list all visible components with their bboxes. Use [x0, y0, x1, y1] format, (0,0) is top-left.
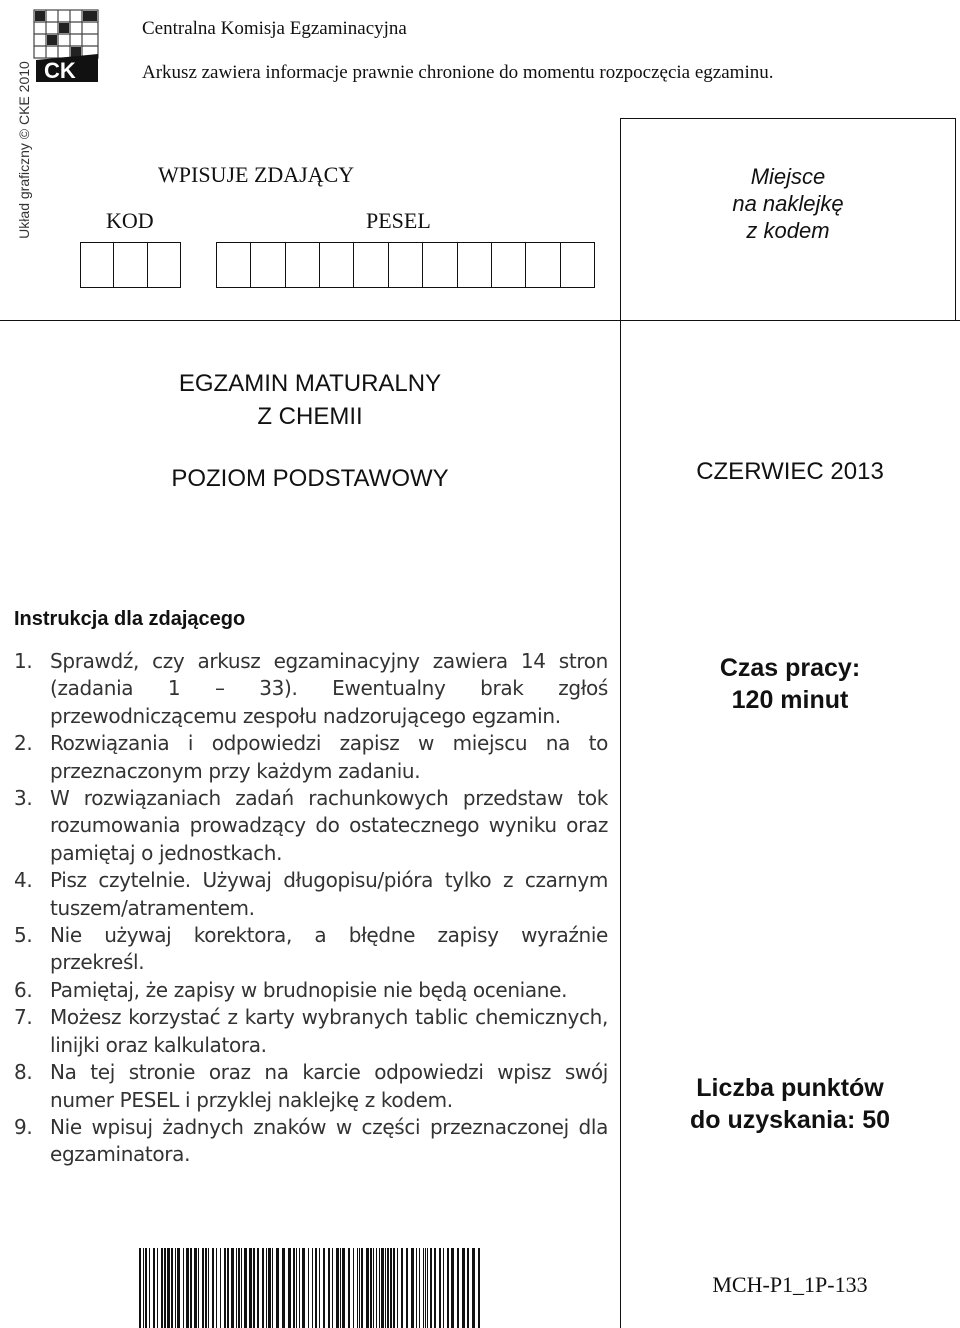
instruction-number: 8. [14, 1060, 33, 1085]
pesel-digit-box[interactable] [286, 243, 320, 287]
organization-name: Centralna Komisja Egzaminacyjna [142, 18, 407, 39]
pesel-digit-box[interactable] [354, 243, 388, 287]
instruction-text: W rozwiązaniach zadań rachunkowych przedstaw tok rozumowania prowadzący do ostatecznego wyniku oraz pamiętaj o jednostkach. [50, 786, 608, 865]
confidentiality-notice: Arkusz zawiera informacje prawnie chronione do momentu rozpoczęcia egzaminu. [142, 62, 774, 83]
kod-digit-box[interactable] [148, 243, 180, 287]
work-time-label: Czas pracy: [719, 654, 861, 682]
instruction-item [14, 1059, 608, 1114]
sticker-line: na naklejkę [732, 191, 844, 216]
pesel-digit-box[interactable] [320, 243, 354, 287]
instruction-number: 7. [14, 1005, 33, 1030]
kod-digit-box[interactable] [81, 243, 114, 287]
pesel-digit-box[interactable] [492, 243, 526, 287]
kod-input-boxes[interactable] [80, 242, 181, 288]
instruction-item [14, 922, 608, 977]
instruction-text: Rozwiązania i odpowiedzi zapisz w miejscu na to przeznaczonym przy każdym zadaniu. [50, 731, 608, 783]
instructions-list [14, 648, 608, 1169]
exam-title-line1: EGZAMIN MATURALNY [178, 370, 442, 397]
max-points-value: do uzyskania: 50 [689, 1106, 891, 1134]
graphic-layout-copyright: Układ graficzny © CKE 2010 [16, 61, 32, 239]
horizontal-divider [0, 320, 960, 321]
instruction-number: 4. [14, 868, 33, 893]
instruction-number: 3. [14, 786, 33, 811]
sticker-placeholder-text [620, 163, 956, 244]
instruction-number: 5. [14, 923, 33, 948]
max-points [620, 1072, 960, 1136]
entry-section-title: WPISUJE ZDAJĄCY [158, 162, 355, 187]
instruction-item [14, 977, 608, 1004]
instruction-text: Możesz korzystać z karty wybranych tablic chemicznych, linijki oraz kalkulatora. [50, 1005, 608, 1057]
exam-level: POZIOM PODSTAWOWY [171, 465, 449, 492]
barcode-icon [139, 1248, 481, 1328]
work-time [620, 652, 960, 716]
instruction-text: Pamiętaj, że zapisy w brudnopisie nie będą oceniane. [50, 977, 568, 1002]
pesel-digit-box[interactable] [423, 243, 457, 287]
instruction-number: 1. [14, 649, 33, 673]
max-points-label: Liczba punktów [696, 1074, 884, 1102]
pesel-digit-box[interactable] [389, 243, 423, 287]
instruction-item [14, 1004, 608, 1059]
instruction-item [14, 785, 608, 867]
pesel-digit-box[interactable] [526, 243, 560, 287]
exam-sheet-code: MCH-P1_1P-133 [712, 1272, 868, 1297]
instruction-text: Pisz czytelnie. Używaj długopisu/pióra tylko z czarnym tuszem/atramentem. [50, 868, 608, 920]
work-time-value: 120 minut [731, 686, 849, 714]
kod-digit-box[interactable] [114, 243, 147, 287]
pesel-digit-box[interactable] [561, 243, 594, 287]
pesel-digit-box[interactable] [217, 243, 251, 287]
kod-label: KOD [106, 208, 154, 233]
pesel-digit-box[interactable] [458, 243, 492, 287]
cke-logo-icon [32, 8, 100, 84]
instruction-item [14, 867, 608, 922]
instruction-number: 2. [14, 731, 33, 756]
instruction-item [14, 730, 608, 785]
instruction-item [14, 1114, 608, 1169]
pesel-digit-box[interactable] [251, 243, 285, 287]
instruction-number: 9. [14, 1114, 33, 1139]
instruction-text: Sprawdź, czy arkusz egzaminacyjny zawiera 14 stron (zadania 1 – 33). Ewentualny brak zgłoś przewodniczącemu zespołu nadzorującego egzamin. [50, 649, 608, 728]
instructions-title: Instrukcja dla zdającego [14, 608, 246, 630]
instruction-text: Na tej stronie oraz na karcie odpowiedzi wpisz swój numer PESEL i przyklej naklejkę z kodem. [50, 1060, 608, 1112]
exam-date: CZERWIEC 2013 [696, 458, 884, 485]
pesel-input-boxes[interactable] [216, 242, 595, 288]
instruction-item [14, 648, 608, 730]
sticker-line: z kodem [746, 218, 830, 243]
sticker-line: Miejsce [750, 164, 826, 189]
instruction-text: Nie wpisuj żadnych znaków w części przeznaczonej dla egzaminatora. [50, 1114, 608, 1167]
svg-text:CK: CK [44, 58, 76, 83]
exam-title-line2: Z CHEMII [257, 403, 363, 430]
instruction-number: 6. [14, 977, 33, 1002]
instruction-text: Nie używaj korektora, a błędne zapisy wyraźnie przekreśl. [50, 923, 608, 975]
pesel-label: PESEL [366, 208, 431, 233]
